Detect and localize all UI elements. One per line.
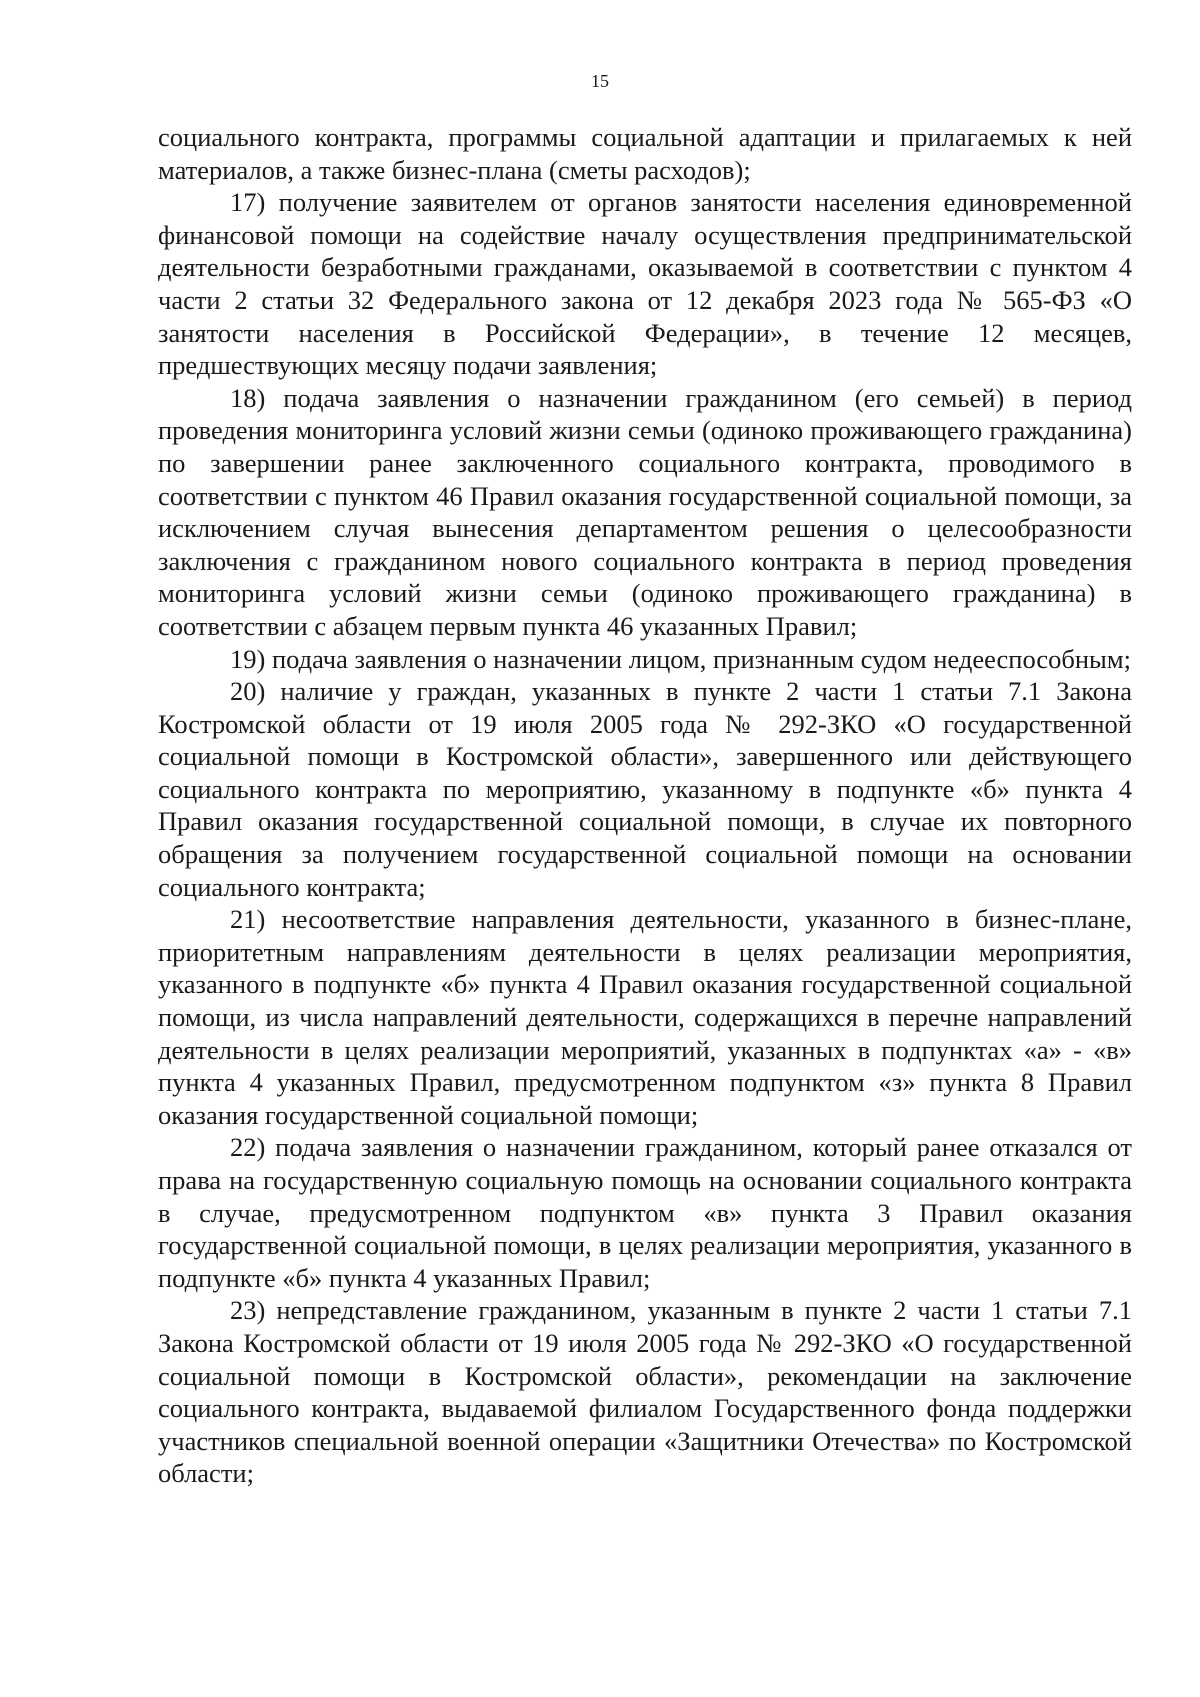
paragraph-continuation: социального контракта, программы социальной адаптации и прилагаемых к ней материалов, а также бизнес-плана (сметы расходов); [158,122,1132,185]
document-body [158,121,1132,1490]
paragraph-item-21: 21) несоответствие направления деятельности, указанного в бизнес-плане, приоритетным направлениям деятельности в целях реализации мероприятия, указанного в подпункте «б» пункта 4 Правил оказания государственной социальной помощи, из числа направлений деятельности, содержащихся в перечне направлений деятельности в целях реализации мероприятий, указанных в подпунктах «а» - «в» пункта 4 указанных Правил, предусмотренном подпунктом «з» пункта 8 Правил оказания государственной социальной помощи; [158,904,1132,1130]
paragraph-item-17: 17) получение заявителем от органов занятости населения единовременной финансовой помощи на содействие началу осуществления предпринимательской деятельности безработными гражданами, оказываемой в соответствии с пунктом 4 части 2 статьи 32 Федерального закона от 12 декабря 2023 года № 565-ФЗ «О занятости населения в Российской Федерации», в течение 12 месяцев, предшествующих месяцу подачи заявления; [158,187,1132,381]
paragraph-item-20: 20) наличие у граждан, указанных в пункте 2 части 1 статьи 7.1 Закона Костромской области от 19 июля 2005 года № 292-ЗКО «О государственной социальной помощи в Костромской области», завершенного или действующего социального контракта по мероприятию, указанному в подпункте «б» пункта 4 Правил оказания государственной социальной помощи, в случае их повторного обращения за получением государственной социальной помощи на основании социального контракта; [158,676,1132,902]
paragraph-item-22: 22) подача заявления о назначении гражданином, который ранее отказался от права на государственную социальную помощь на основании социального контракта в случае, предусмотренном подпунктом «в» пункта 3 Правил оказания государственной социальной помощи, в целях реализации мероприятия, указанного в подпункте «б» пункта 4 указанных Правил; [158,1132,1132,1293]
paragraph-item-23: 23) непредставление гражданином, указанным в пункте 2 части 1 статьи 7.1 Закона Костромской области от 19 июля 2005 года № 292-ЗКО «О государственной социальной помощи в Костромской области», рекомендации на заключение социального контракта, выдаваемой филиалом Государственного фонда поддержки участников специальной военной операции «Защитники Отечества» по Костромской области; [158,1295,1132,1489]
page-number: 15 [591,71,609,91]
paragraph-item-19: 19) подача заявления о назначении лицом, признанным судом недееспособным; [230,643,1131,674]
paragraph-item-18: 18) подача заявления о назначении гражданином (его семьей) в период проведения мониторинга условий жизни семьи (одиноко проживающего гражданина) по завершении ранее заключенного социального контракта, проводимого в соответствии с пунктом 46 Правил оказания государственной социальной помощи, за исключением случая вынесения департаментом решения о целесообразности заключения с гражданином нового социального контракта в период проведения мониторинга условий жизни семьи (одиноко проживающего гражданина) в соответствии с абзацем первым пункта 46 указанных Правил; [158,382,1132,641]
